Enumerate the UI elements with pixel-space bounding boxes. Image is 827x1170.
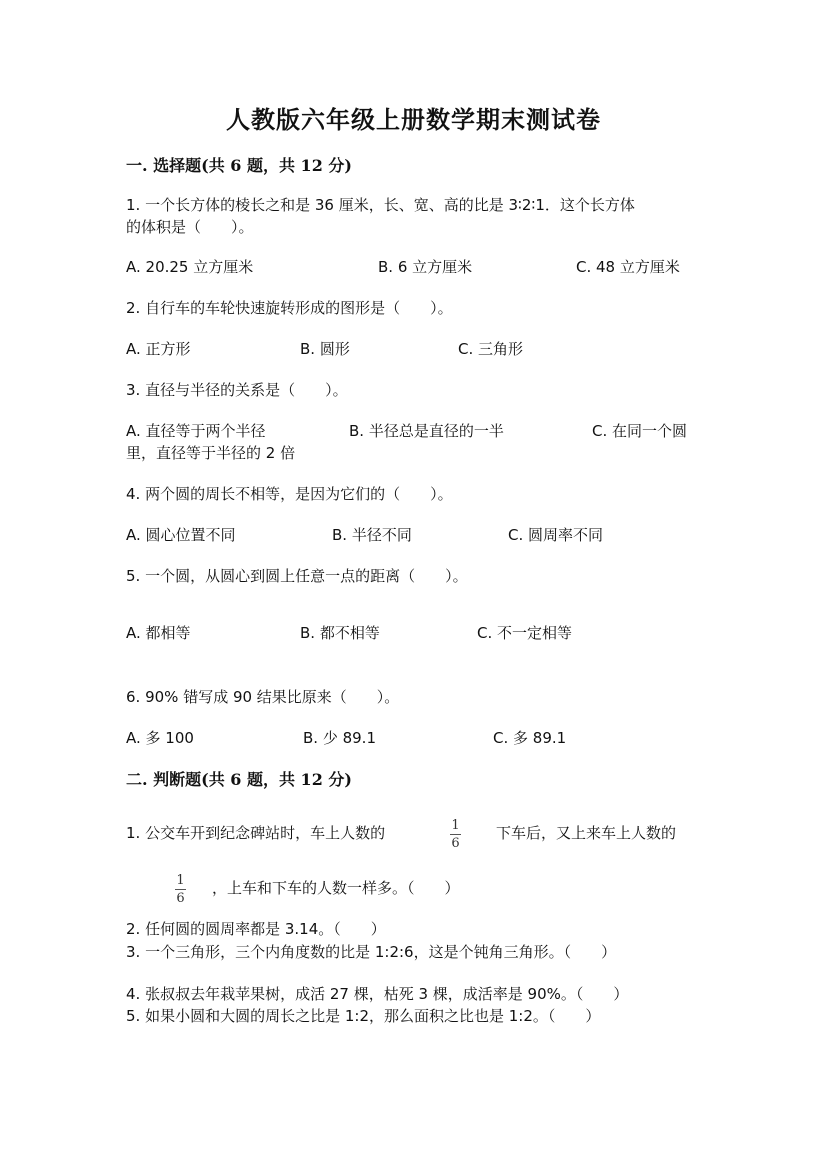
judge-1-part1: 1. 公交车开到纪念碑站时，车上人数的: [126, 824, 386, 842]
question-1-line2: 的体积是（ ）。: [126, 218, 254, 236]
page-title: 人教版六年级上册数学期末测试卷: [226, 105, 601, 134]
section1-heading: 一. 选择题(共 6 题，共 12 分): [126, 156, 352, 175]
question-1-option-a[interactable]: A. 20.25 立方厘米: [126, 258, 254, 276]
question-4-option-c[interactable]: C. 圆周率不同: [508, 526, 604, 544]
question-5-option-a[interactable]: A. 都相等: [126, 624, 191, 642]
fraction-bar-2: [175, 889, 186, 890]
question-5-line1: 5. 一个圆，从圆心到圆上任意一点的距离（ ）。: [126, 567, 468, 585]
question-6-line1: 6. 90% 错写成 90 结果比原来（ ）。: [126, 688, 400, 706]
question-2-option-a[interactable]: A. 正方形: [126, 340, 191, 358]
judge-5: 5. 如果小圆和大圆的周长之比是 1:2，那么面积之比也是 1:2。（ ）: [126, 1007, 601, 1025]
question-3-line1: 3. 直径与半径的关系是（ ）。: [126, 381, 348, 399]
question-1-option-c[interactable]: C. 48 立方厘米: [576, 258, 680, 276]
question-1-line1: 1. 一个长方体的棱长之和是 36 厘米，长、宽、高的比是 3∶2∶1．这个长方体: [126, 196, 635, 214]
fraction-numerator-2: 1: [176, 873, 185, 888]
judge-3: 3. 一个三角形，三个内角度数的比是 1:2:6，这是个钝角三角形。（ ）: [126, 943, 617, 961]
fraction-numerator: 1: [451, 818, 460, 833]
question-4-option-a[interactable]: A. 圆心位置不同: [126, 526, 236, 544]
question-5-option-c[interactable]: C. 不一定相等: [477, 624, 573, 642]
question-1-option-b[interactable]: B. 6 立方厘米: [378, 258, 473, 276]
question-4-line1: 4. 两个圆的周长不相等，是因为它们的（ ）。: [126, 485, 453, 503]
question-3-option-a[interactable]: A. 直径等于两个半径: [126, 422, 266, 440]
judge-1-part3: ，上车和下车的人数一样多。（ ）: [212, 879, 460, 897]
fraction-denominator-2: 6: [176, 891, 185, 906]
fraction-one-sixth: [450, 818, 461, 851]
question-3-option-c[interactable]: C. 在同一个圆: [592, 422, 688, 440]
question-2-option-c[interactable]: C. 三角形: [458, 340, 524, 358]
question-3-option-c-cont: 里，直径等于半径的 2 倍: [126, 444, 296, 462]
question-4-option-b[interactable]: B. 半径不同: [332, 526, 412, 544]
question-2-option-b[interactable]: B. 圆形: [300, 340, 350, 358]
judge-1-part2: 下车后，又上来车上人数的: [496, 824, 677, 842]
question-6-option-b[interactable]: B. 少 89.1: [303, 729, 376, 747]
fraction-one-sixth-2: [175, 873, 186, 906]
question-2-line1: 2. 自行车的车轮快速旋转形成的图形是（ ）。: [126, 299, 453, 317]
judge-2: 2. 任何圆的圆周率都是 3.14。（ ）: [126, 920, 386, 938]
judge-4: 4. 张叔叔去年栽苹果树，成活 27 棵，枯死 3 棵，成活率是 90%。（ ）: [126, 985, 629, 1003]
section2-heading: 二. 判断题(共 6 题，共 12 分): [126, 770, 352, 789]
question-6-option-c[interactable]: C. 多 89.1: [493, 729, 567, 747]
question-3-option-b[interactable]: B. 半径总是直径的一半: [349, 422, 504, 440]
fraction-bar: [450, 834, 461, 835]
fraction-denominator: 6: [451, 836, 460, 851]
question-5-option-b[interactable]: B. 都不相等: [300, 624, 380, 642]
question-6-option-a[interactable]: A. 多 100: [126, 729, 194, 747]
